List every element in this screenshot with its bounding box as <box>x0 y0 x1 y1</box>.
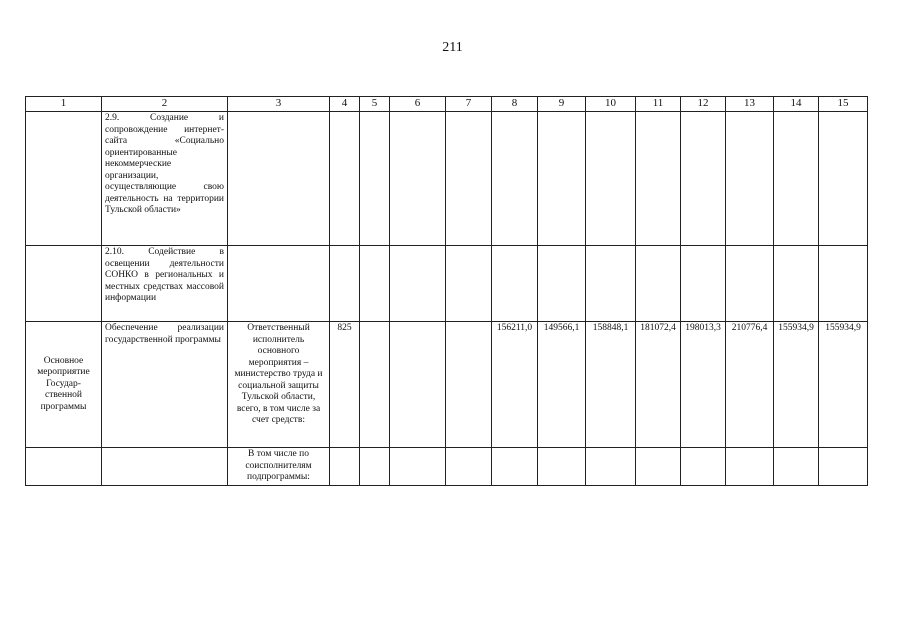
value-cell: 149566,1 <box>538 322 586 448</box>
row-label-cell: Основное мероприятие Государ-ственной программы <box>26 322 102 448</box>
header-cell: 5 <box>360 97 390 112</box>
header-cell: 11 <box>636 97 681 112</box>
table-row <box>26 448 868 486</box>
header-cell: 1 <box>26 97 102 112</box>
value-cell <box>538 112 586 246</box>
value-cell: 181072,4 <box>636 322 681 448</box>
header-cell: 15 <box>819 97 868 112</box>
header-cell: 10 <box>586 97 636 112</box>
value-cell <box>390 322 446 448</box>
value-cell <box>774 246 819 322</box>
value-cell <box>360 246 390 322</box>
value-cell: 825 <box>330 322 360 448</box>
header-cell: 12 <box>681 97 726 112</box>
value-cell <box>586 246 636 322</box>
value-cell <box>819 448 868 486</box>
page-number: 211 <box>442 40 463 55</box>
value-cell <box>330 448 360 486</box>
value-cell <box>446 448 492 486</box>
value-cell <box>586 448 636 486</box>
value-cell <box>726 246 774 322</box>
value-cell <box>446 246 492 322</box>
executor-cell <box>228 112 330 246</box>
value-cell <box>681 246 726 322</box>
value-cell <box>586 112 636 246</box>
value-cell <box>390 246 446 322</box>
value-cell <box>538 448 586 486</box>
value-cell <box>360 448 390 486</box>
value-cell <box>492 448 538 486</box>
value-cell <box>636 246 681 322</box>
header-cell: 3 <box>228 97 330 112</box>
value-cell: 198013,3 <box>681 322 726 448</box>
activity-name-cell <box>102 448 228 486</box>
row-label-cell <box>26 112 102 246</box>
activity-name-cell: 2.9. Создание и сопровождение интернет-сайта «Социально ориентированные некоммерческие организации, осуществляющие свою деятельность на территории Тульской области» <box>102 112 228 246</box>
value-cell <box>446 112 492 246</box>
value-cell <box>492 246 538 322</box>
value-cell <box>446 322 492 448</box>
table-row <box>26 322 868 448</box>
header-cell: 14 <box>774 97 819 112</box>
header-cell: 13 <box>726 97 774 112</box>
value-cell <box>681 448 726 486</box>
header-cell: 2 <box>102 97 228 112</box>
activity-name-cell: Обеспечение реализации государственной программы <box>102 322 228 448</box>
value-cell <box>538 246 586 322</box>
executor-cell: Ответственный исполнитель основного мероприятия – министерство труда и социальной защиты Тульской области, всего, в том числе за счет средств: <box>228 322 330 448</box>
header-cell: 9 <box>538 97 586 112</box>
value-cell <box>774 112 819 246</box>
executor-cell <box>228 246 330 322</box>
value-cell <box>330 246 360 322</box>
value-cell <box>330 112 360 246</box>
value-cell: 155934,9 <box>774 322 819 448</box>
value-cell <box>774 448 819 486</box>
header-cell: 4 <box>330 97 360 112</box>
value-cell: 158848,1 <box>586 322 636 448</box>
value-cell <box>390 112 446 246</box>
row-label-cell <box>26 246 102 322</box>
row-label-cell <box>26 448 102 486</box>
executor-cell: В том числе по соисполнителям подпрограммы: <box>228 448 330 486</box>
program-table <box>25 96 868 486</box>
activity-name-cell: 2.10. Содействие в освещении деятельности СОНКО в региональных и местных средствах массовой информации <box>102 246 228 322</box>
value-cell <box>360 112 390 246</box>
value-cell <box>636 112 681 246</box>
value-cell: 155934,9 <box>819 322 868 448</box>
table-row <box>26 112 868 246</box>
value-cell <box>726 112 774 246</box>
table-row <box>26 246 868 322</box>
header-cell: 7 <box>446 97 492 112</box>
header-cell: 8 <box>492 97 538 112</box>
value-cell <box>681 112 726 246</box>
value-cell: 156211,0 <box>492 322 538 448</box>
value-cell <box>390 448 446 486</box>
header-cell: 6 <box>390 97 446 112</box>
value-cell <box>492 112 538 246</box>
value-cell <box>726 448 774 486</box>
value-cell <box>636 448 681 486</box>
value-cell <box>360 322 390 448</box>
value-cell: 210776,4 <box>726 322 774 448</box>
header-row <box>26 97 868 112</box>
value-cell <box>819 246 868 322</box>
value-cell <box>819 112 868 246</box>
